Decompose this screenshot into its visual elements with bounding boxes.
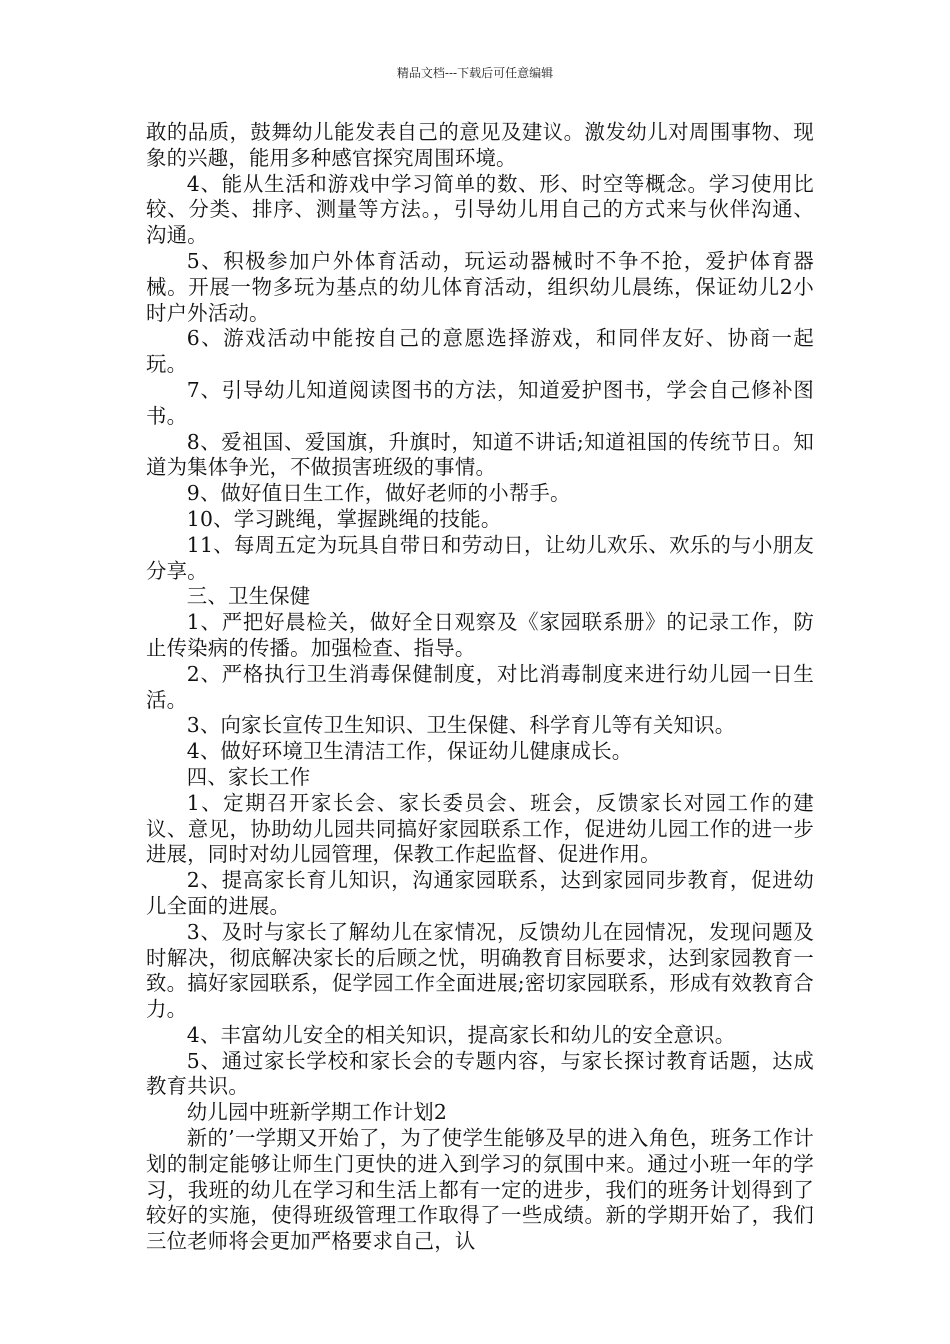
paragraph: 4、做好环境卫生清洁工作，保证幼儿健康成长。 bbox=[186, 739, 633, 764]
paragraph: 10、学习跳绳，掌握跳绳的技能。 bbox=[186, 506, 502, 531]
paragraph: 敢的品质，鼓舞幼儿能发表自己的意见及建议。激发幼儿对周围事物、现象的兴趣，能用多种感官探究周围环境。 bbox=[146, 120, 814, 170]
paragraph: 3、及时与家长了解幼儿在家情况，反馈幼儿在园情况，发现问题及时解决，彻底解决家长的后顾之忧，明确教育目标要求，达到家园教育一致。搞好家园联系，促学园工作全面进展;密切家园联系，形成有效教育合力。 bbox=[146, 919, 814, 1022]
paragraph: 5、通过家长学校和家长会的专题内容，与家长探讨教育话题，达成教育共识。 bbox=[146, 1048, 814, 1099]
paragraph: 9、做好值日生工作，做好老师的小帮手。 bbox=[186, 481, 571, 506]
section-heading: 三、卫生保健 bbox=[186, 584, 311, 609]
paragraph: 2、严格执行卫生消毒保健制度，对比消毒制度来进行幼儿园一日生活。 bbox=[146, 661, 814, 712]
paragraph: 1、严把好晨检关，做好全日观察及《家园联系册》的记录工作，防止传染病的传播。加强检查、指导。 bbox=[146, 610, 814, 660]
paragraph: 3、向家长宣传卫生知识、卫生保健、科学育儿等有关知识。 bbox=[186, 713, 736, 738]
paragraph: 5、积极参加户外体育活动，玩运动器械时不争不抢，爱护体育器械。开展一物多玩为基点的幼儿体育活动，组织幼儿晨练，保证幼儿2小时户外活动。 bbox=[146, 248, 814, 325]
paragraph: 1、定期召开家长会、家长委员会、班会，反馈家长对园工作的建议、意见，协助幼儿园共同搞好家园联系工作，促进幼儿园工作的进一步进展，同时对幼儿园管理，保教工作起监督、促进作用。 bbox=[146, 790, 814, 867]
paragraph: 6、游戏活动中能按自己的意愿选择游戏，和同伴友好、协商一起玩。 bbox=[146, 326, 814, 377]
page-header: 精品文档---下载后可任意编辑 bbox=[396, 66, 554, 80]
paragraph: 7、引导幼儿知道阅读图书的方法，知道爱护图书，学会自己修补图书。 bbox=[146, 377, 814, 428]
section-heading: 四、家长工作 bbox=[186, 764, 311, 789]
paragraph: 4、丰富幼儿安全的相关知识，提高家长和幼儿的安全意识。 bbox=[186, 1022, 736, 1047]
paragraph: 4、能从生活和游戏中学习简单的数、形、时空等概念。学习使用比较、分类、排序、测量等方法。，引导幼儿用自己的方式来与伙伴沟通、沟通。 bbox=[146, 171, 814, 248]
paragraph: 8、爱祖国、爱国旗，升旗时，知道不讲话;知道祖国的传统节日。知道为集体争光，不做损害班级的事情。 bbox=[146, 429, 814, 480]
paragraph: 11、每周五定为玩具自带日和劳动日，让幼儿欢乐、欢乐的与小朋友分享。 bbox=[146, 532, 814, 583]
paragraph: 新的’一学期又开始了，为了使学生能够及早的进入角色，班务工作计划的制定能够让师生门更快的进入到学习的氛围中来。通过小班一年的学习，我班的幼儿在学习和生活上都有一定的进步，我们的班务计划得到了较好的实施，使得班级管理工作取得了一些成绩。新的学期开始了，我们三位老师将会更加严格要求自己，认 bbox=[146, 1126, 814, 1254]
document-subtitle: 幼儿园中班新学期工作计划2 bbox=[186, 1100, 448, 1125]
paragraph: 2、提高家长育儿知识，沟通家园联系，达到家园同步教育，促进幼儿全面的进展。 bbox=[146, 868, 814, 918]
document-body bbox=[146, 120, 814, 1255]
